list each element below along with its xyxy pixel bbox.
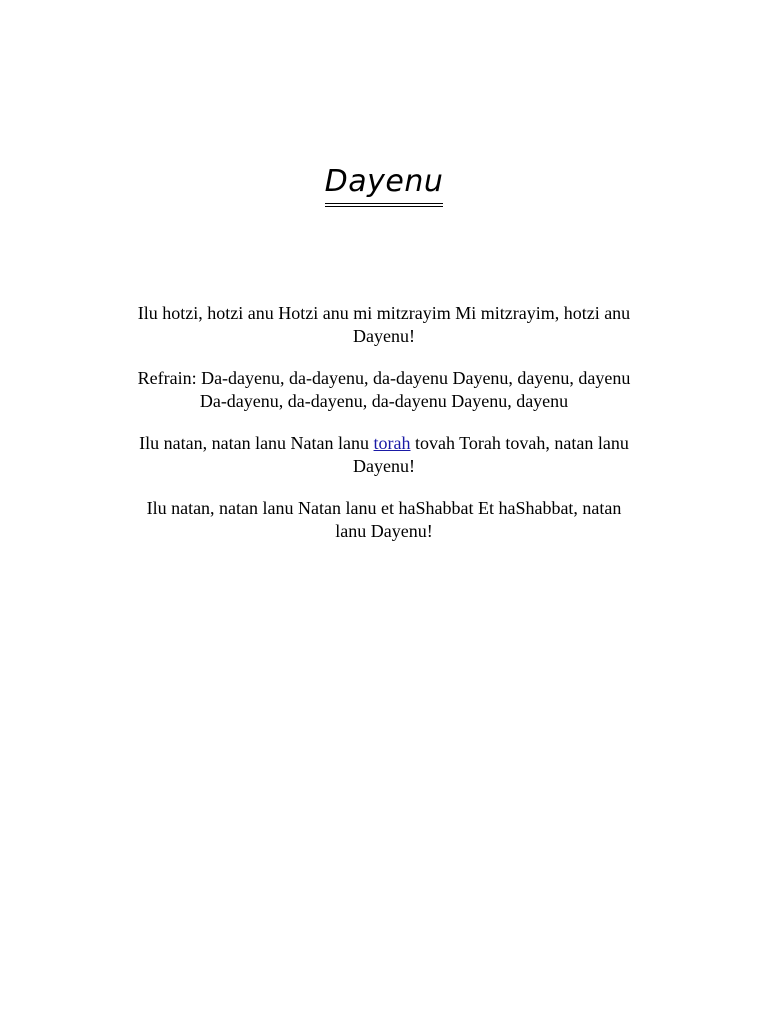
verse-3 [104,497,664,543]
verse-2-text-after-link: tovah Torah tovah, natan lanu [410,433,629,453]
refrain [104,367,664,413]
verse-2-text-before-link: Ilu natan, natan lanu Natan lanu [139,433,374,453]
verse-2-line-2: Dayenu! [353,456,415,476]
lyrics-body [104,302,664,562]
refrain-line-1: Refrain: Da-dayenu, da-dayenu, da-dayenu Dayenu, dayenu, dayenu [137,368,631,388]
verse-1-line-2: Dayenu! [353,326,415,346]
verse-2 [104,432,664,478]
torah-link[interactable]: torah [373,433,411,453]
page-title: Dayenu [325,163,444,207]
title-container [0,163,768,207]
verse-1 [104,302,664,348]
verse-3-line-2: lanu Dayenu! [335,521,433,541]
refrain-line-2: Da-dayenu, da-dayenu, da-dayenu Dayenu, dayenu [199,391,569,411]
verse-3-line-1: Ilu natan, natan lanu Natan lanu et haShabbat Et haShabbat, natan [146,498,622,518]
verse-2-line-1 [104,432,664,455]
verse-1-line-1: Ilu hotzi, hotzi anu Hotzi anu mi mitzrayim Mi mitzrayim, hotzi anu [137,303,631,323]
